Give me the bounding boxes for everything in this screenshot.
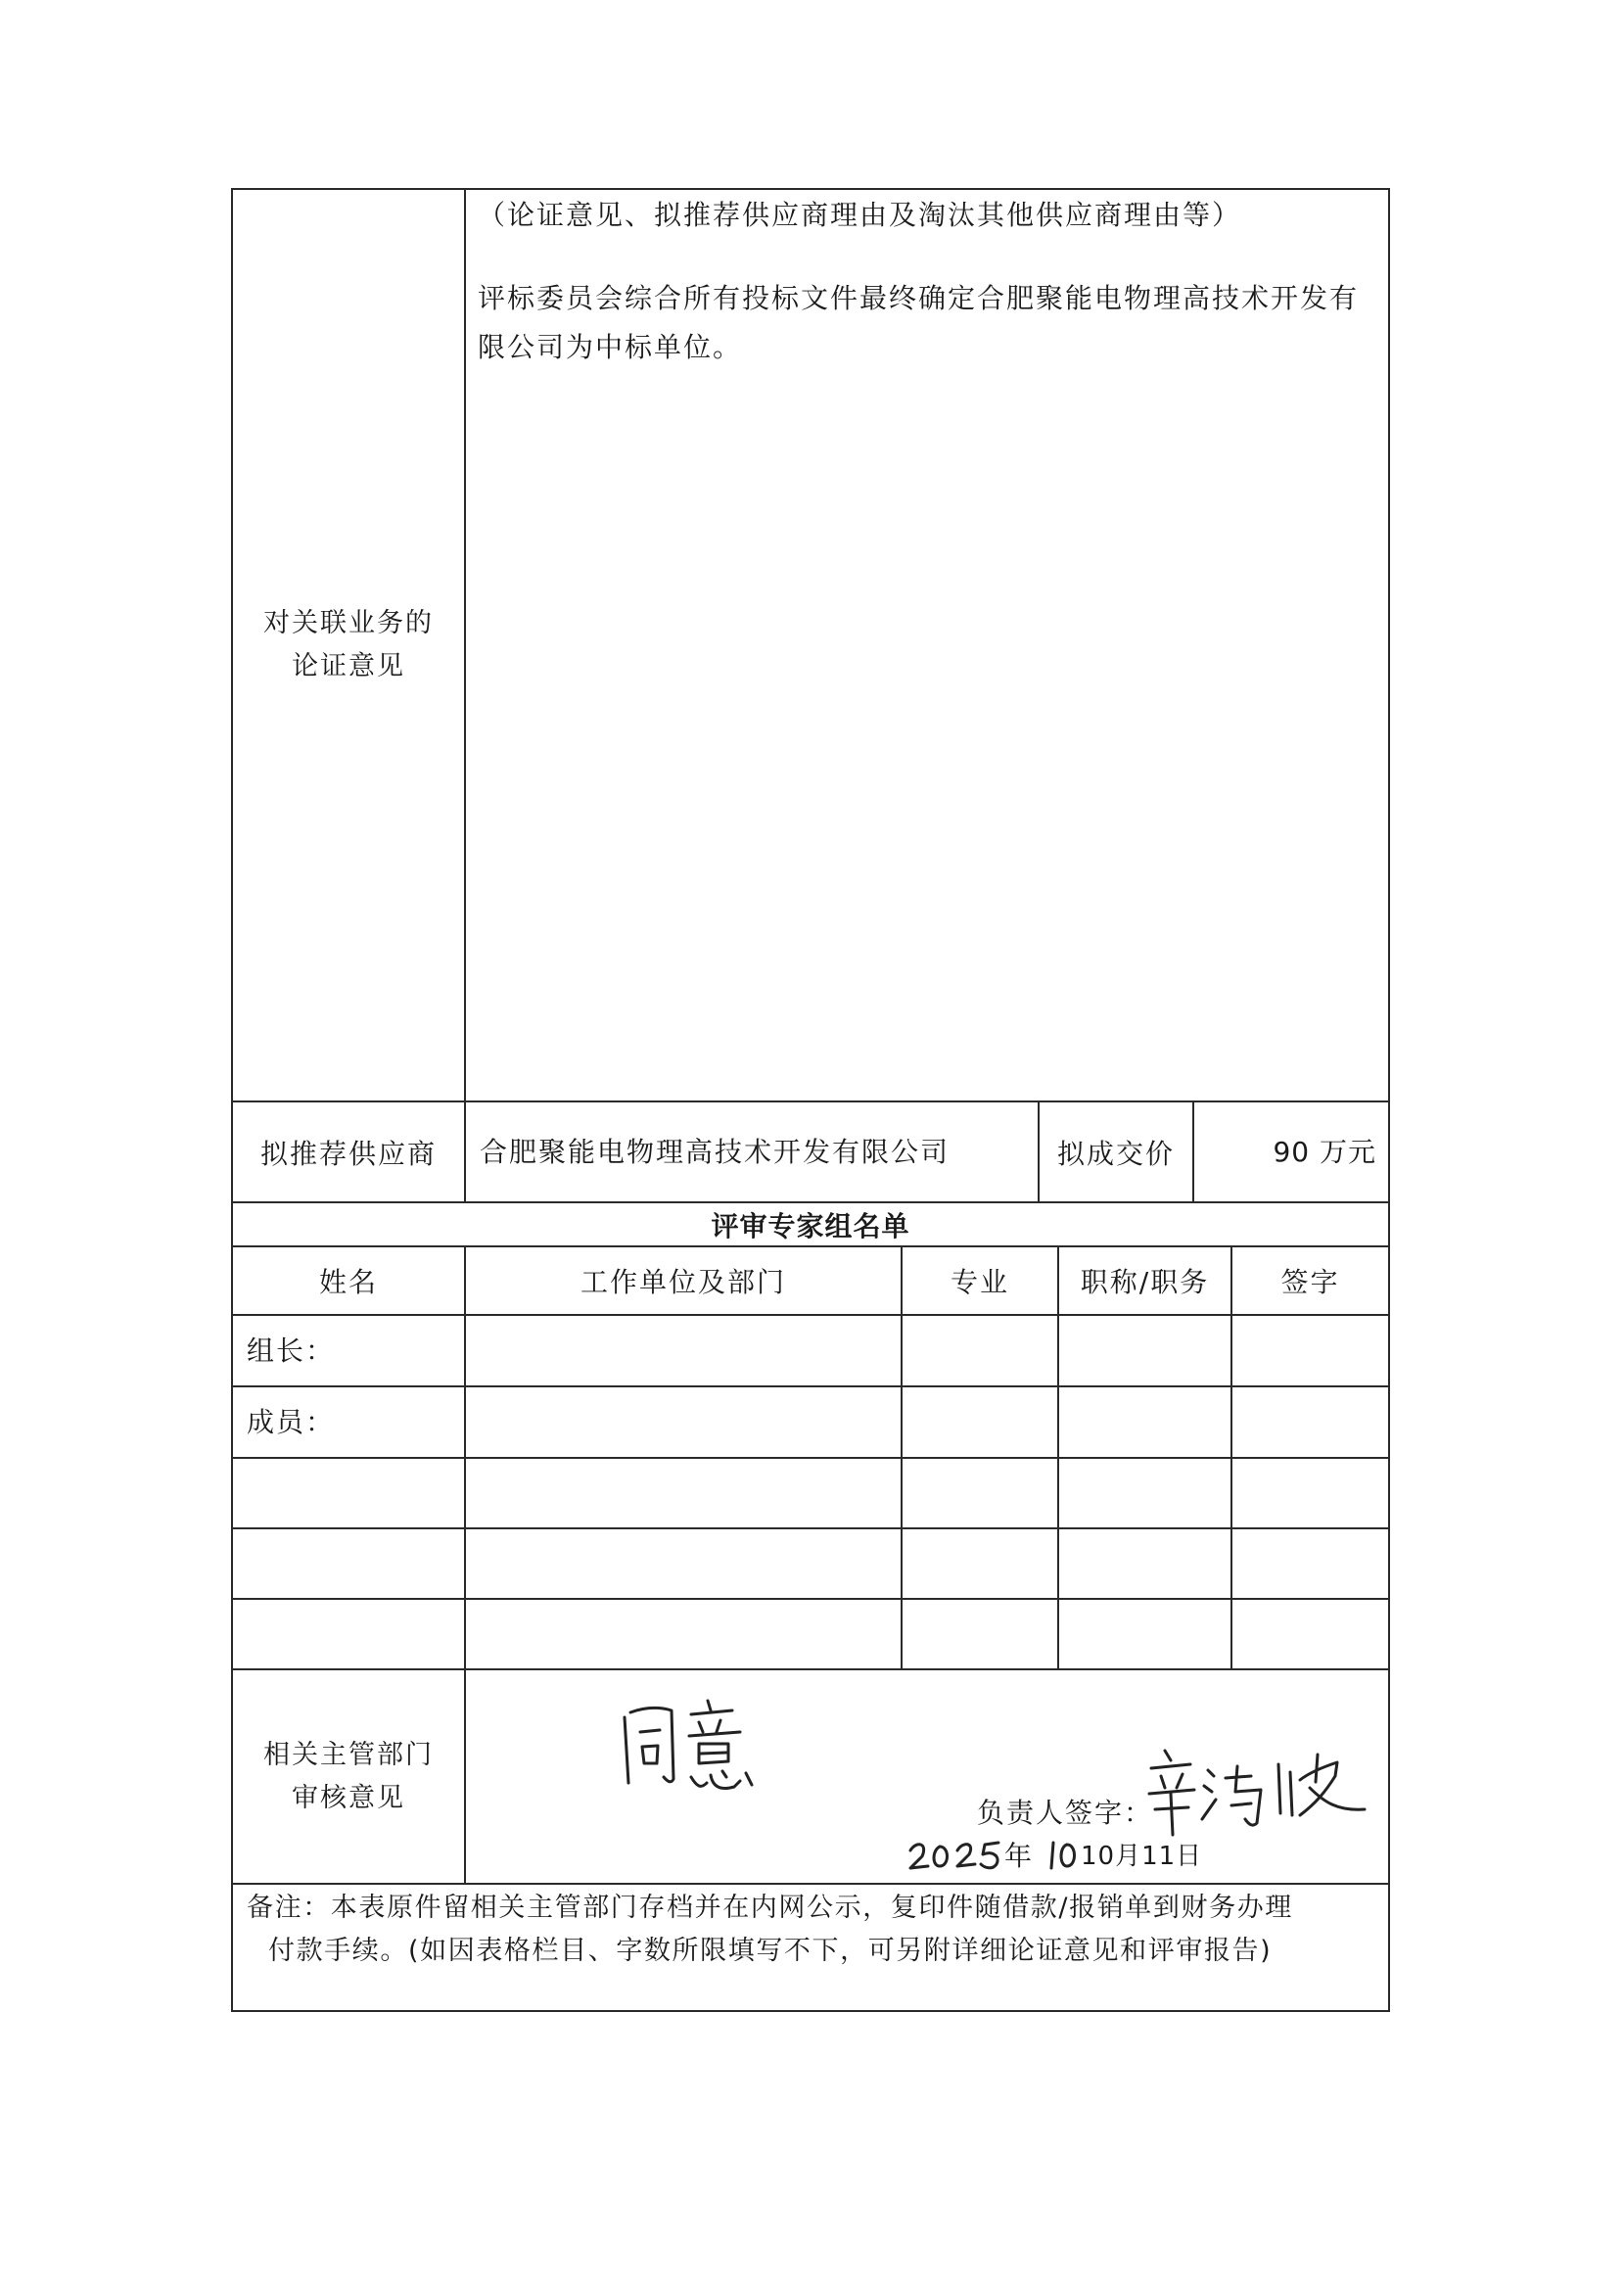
opinion-label-line2: 论证意见	[292, 651, 405, 681]
expert-panel-title: 评审专家组名单	[711, 1209, 910, 1242]
header-name: 姓名	[318, 1266, 378, 1298]
opinion-label-line1: 对关联业务的	[263, 608, 434, 638]
opinion-content-line1: 评标委员会综合所有投标文件最终确定合肥聚能电物理高技术开发有	[478, 282, 1360, 314]
opinion-hint: （论证意见、拟推荐供应商理由及淘汰其他供应商理由等）	[478, 199, 1242, 231]
header-specialty: 专业	[950, 1266, 1009, 1298]
expert-row-member-name: 成员：	[247, 1406, 336, 1438]
footnote	[247, 1887, 1382, 1973]
handwritten-date-year	[906, 1837, 1004, 1880]
opinion-content	[478, 274, 1378, 372]
price-label: 拟成交价	[1056, 1137, 1175, 1170]
date-year-suffix: 年	[1004, 1840, 1035, 1872]
supplier-name: 合肥聚能电物理高技术开发有限公司	[480, 1136, 951, 1168]
price-value: 90 万元	[1273, 1136, 1376, 1168]
expert-row-name	[247, 1529, 462, 1598]
col-divider	[464, 190, 466, 1201]
signature-label: 负责人签字：	[977, 1797, 1154, 1829]
procurement-review-form	[231, 188, 1390, 2012]
header-signature: 签字	[1280, 1266, 1340, 1298]
dept-review-label-line2: 审核意见	[292, 1782, 405, 1813]
dept-review-label-line1: 相关主管部门	[263, 1739, 434, 1770]
expert-row-name	[247, 1459, 462, 1527]
expert-row-name	[247, 1600, 462, 1668]
opinion-label	[233, 190, 464, 1100]
header-workplace: 工作单位及部门	[580, 1266, 786, 1298]
date-month-day: 10月11日	[1081, 1842, 1203, 1871]
footnote-line1: 备注：本表原件留相关主管部门存档并在内网公示，复印件随借款/报销单到财务办理	[247, 1893, 1293, 1923]
handwritten-signature	[1143, 1737, 1378, 1849]
dept-review-label	[233, 1670, 464, 1883]
expert-row-leader-name: 组长：	[247, 1334, 336, 1367]
handwritten-approval	[615, 1693, 781, 1804]
row-divider	[233, 1883, 1388, 1885]
footnote-line2: 付款手续。(如因表格栏目、字数所限填写不下，可另附详细论证意见和评审报告)	[268, 1936, 1273, 1966]
opinion-content-line2: 限公司为中标单位。	[478, 331, 743, 363]
col-divider	[464, 1668, 466, 1883]
supplier-label: 拟推荐供应商	[259, 1137, 437, 1170]
header-title-position: 职称/职务	[1080, 1266, 1210, 1298]
